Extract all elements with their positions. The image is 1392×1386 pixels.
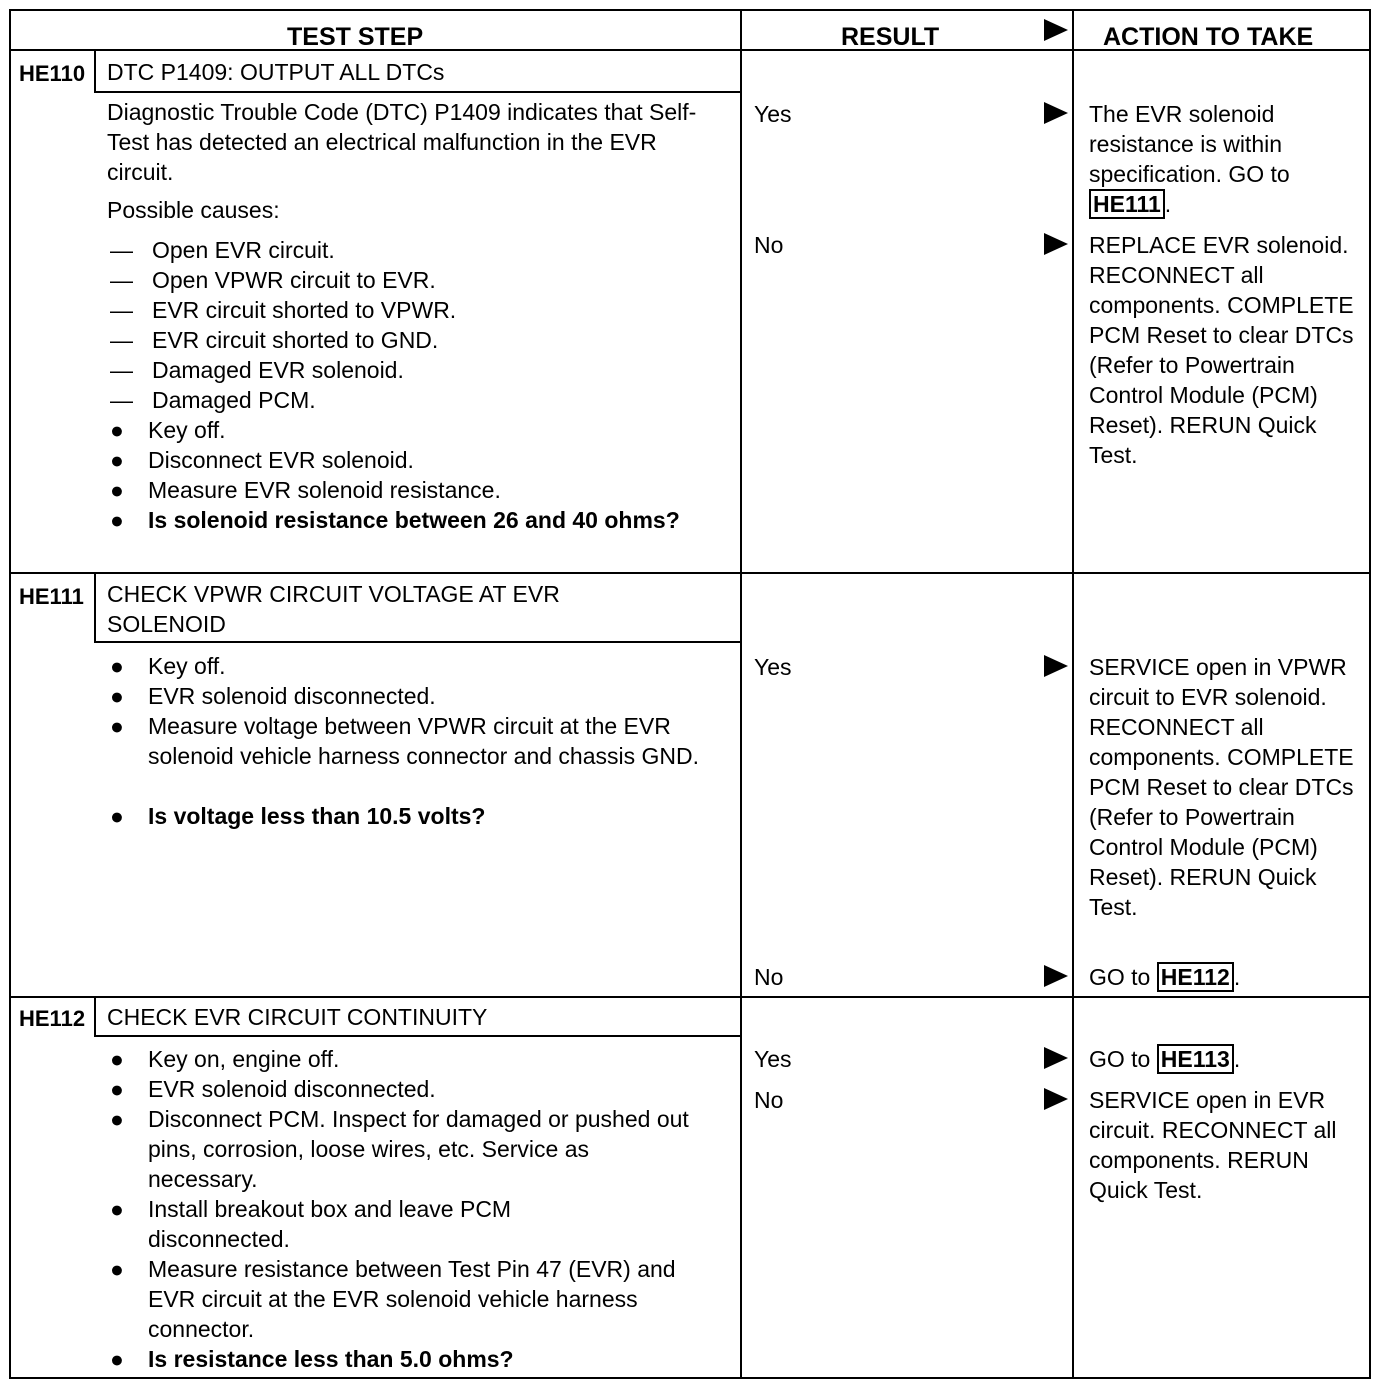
action-text [1089,962,1369,992]
instruction-item: Measure voltage between VPWR circuit at the EVR solenoid vehicle harness connector and chassis GND. [148,713,700,769]
bullet-icon: ● [110,653,124,679]
instruction-item: Key on, engine off. [148,1046,340,1072]
step-reference-link[interactable]: HE112 [1157,962,1234,992]
header-arrow-icon [1044,19,1068,41]
column-divider-result [740,11,742,1379]
action-text: REPLACE EVR solenoid. RECONNECT all components. COMPLETE PCM Reset to clear DTCs (Refer to Powertrain Control Module (PCM) Reset). RERUN Quick Test. [1089,232,1354,468]
action-text [1089,99,1369,219]
column-divider-action [1072,11,1074,1379]
step-intro: Diagnostic Trouble Code (DTC) P1409 indicates that Self-Test has detected an electrical malfunction in the EVR circuit. [107,99,697,185]
bullet-icon: ● [110,683,124,709]
step-title-underline [94,91,742,93]
dash-icon: — [110,237,133,263]
step-id-divider [94,996,96,1036]
bullet-icon: ● [110,477,124,503]
action-text [1089,1044,1369,1074]
result-yes: Yes [754,1046,792,1072]
bullet-icon: ● [110,417,124,443]
step-title-underline [94,641,742,643]
action-pre: GO to [1089,1046,1151,1072]
result-no: No [754,1087,784,1113]
arrow-icon [1044,1088,1068,1110]
instruction-item: EVR solenoid disconnected. [148,1076,436,1102]
bullet-icon: ● [110,803,124,829]
step-question: Is solenoid resistance between 26 and 40 ohms? [148,507,680,533]
result-yes: Yes [754,101,792,127]
dash-icon: — [110,387,133,413]
step-title: CHECK VPWR CIRCUIT VOLTAGE AT EVR SOLENOID [107,581,560,637]
dash-icon: — [110,327,133,353]
bullet-icon: ● [110,1106,124,1132]
action-text: SERVICE open in VPWR circuit to EVR solenoid. RECONNECT all components. COMPLETE PCM Reset to clear DTCs (Refer to Powertrain Control Module (PCM) Reset). RERUN Quick Test. [1089,654,1354,920]
dash-icon: — [110,297,133,323]
cause-item: EVR circuit shorted to VPWR. [152,297,457,323]
bullet-icon: ● [110,1196,124,1222]
cause-item: Open VPWR circuit to EVR. [152,267,436,293]
arrow-icon [1044,655,1068,677]
header-action: ACTION TO TAKE [1103,23,1314,51]
instruction-item: Measure resistance between Test Pin 47 (EVR) and EVR circuit at the EVR solenoid vehicle harness connector. [148,1256,676,1342]
step-question: Is voltage less than 10.5 volts? [148,803,486,829]
arrow-icon [1044,102,1068,124]
instruction-item: Key off. [148,417,226,443]
bullet-icon: ● [110,447,124,473]
dash-icon: — [110,357,133,383]
header-result: RESULT [841,23,940,51]
instruction-item: Install breakout box and leave PCM disconnected. [148,1196,512,1252]
step-question: Is resistance less than 5.0 ohms? [148,1346,514,1372]
bullet-icon: ● [110,1256,124,1282]
instruction-item: Key off. [148,653,226,679]
dash-icon: — [110,267,133,293]
step-title: CHECK EVR CIRCUIT CONTINUITY [107,1004,488,1030]
step-id-divider [94,572,96,642]
cause-item: Damaged EVR solenoid. [152,357,404,383]
row-divider [11,572,1371,574]
instruction-item: EVR solenoid disconnected. [148,683,436,709]
diagnostic-table [9,9,1371,1379]
instruction-item: Disconnect PCM. Inspect for damaged or pushed out pins, corrosion, loose wires, etc. Service as necessary. [148,1106,689,1192]
arrow-icon [1044,1047,1068,1069]
arrow-icon [1044,233,1068,255]
action-post: . [1233,964,1241,990]
action-pre: The EVR solenoid resistance is within specification. GO to [1089,101,1290,187]
step-id: HE111 [19,584,84,609]
step-id: HE110 [19,61,86,86]
header-test-step: TEST STEP [287,23,424,51]
cause-item: Open EVR circuit. [152,237,335,263]
row-divider [11,996,1371,998]
arrow-icon [1044,965,1068,987]
action-post: . [1164,191,1172,217]
bullet-icon: ● [110,1346,124,1372]
step-reference-link[interactable]: HE113 [1157,1044,1234,1074]
action-pre: GO to [1089,964,1151,990]
result-no: No [754,232,784,258]
step-id: HE112 [19,1006,86,1031]
instruction-item: Measure EVR solenoid resistance. [148,477,501,503]
step-title-underline [94,1035,742,1037]
bullet-icon: ● [110,1046,124,1072]
result-yes: Yes [754,654,792,680]
step-id-divider [94,49,96,93]
cause-item: Damaged PCM. [152,387,316,413]
step-title: DTC P1409: OUTPUT ALL DTCs [107,59,445,85]
instruction-item: Disconnect EVR solenoid. [148,447,414,473]
bullet-icon: ● [110,507,124,533]
action-text: SERVICE open in EVR circuit. RECONNECT all components. RERUN Quick Test. [1089,1087,1337,1203]
action-post: . [1233,1046,1241,1072]
step-reference-link[interactable]: HE111 [1089,189,1165,219]
result-no: No [754,964,784,990]
bullet-icon: ● [110,1076,124,1102]
cause-item: EVR circuit shorted to GND. [152,327,439,353]
bullet-icon: ● [110,713,124,739]
causes-label: Possible causes: [107,197,280,223]
